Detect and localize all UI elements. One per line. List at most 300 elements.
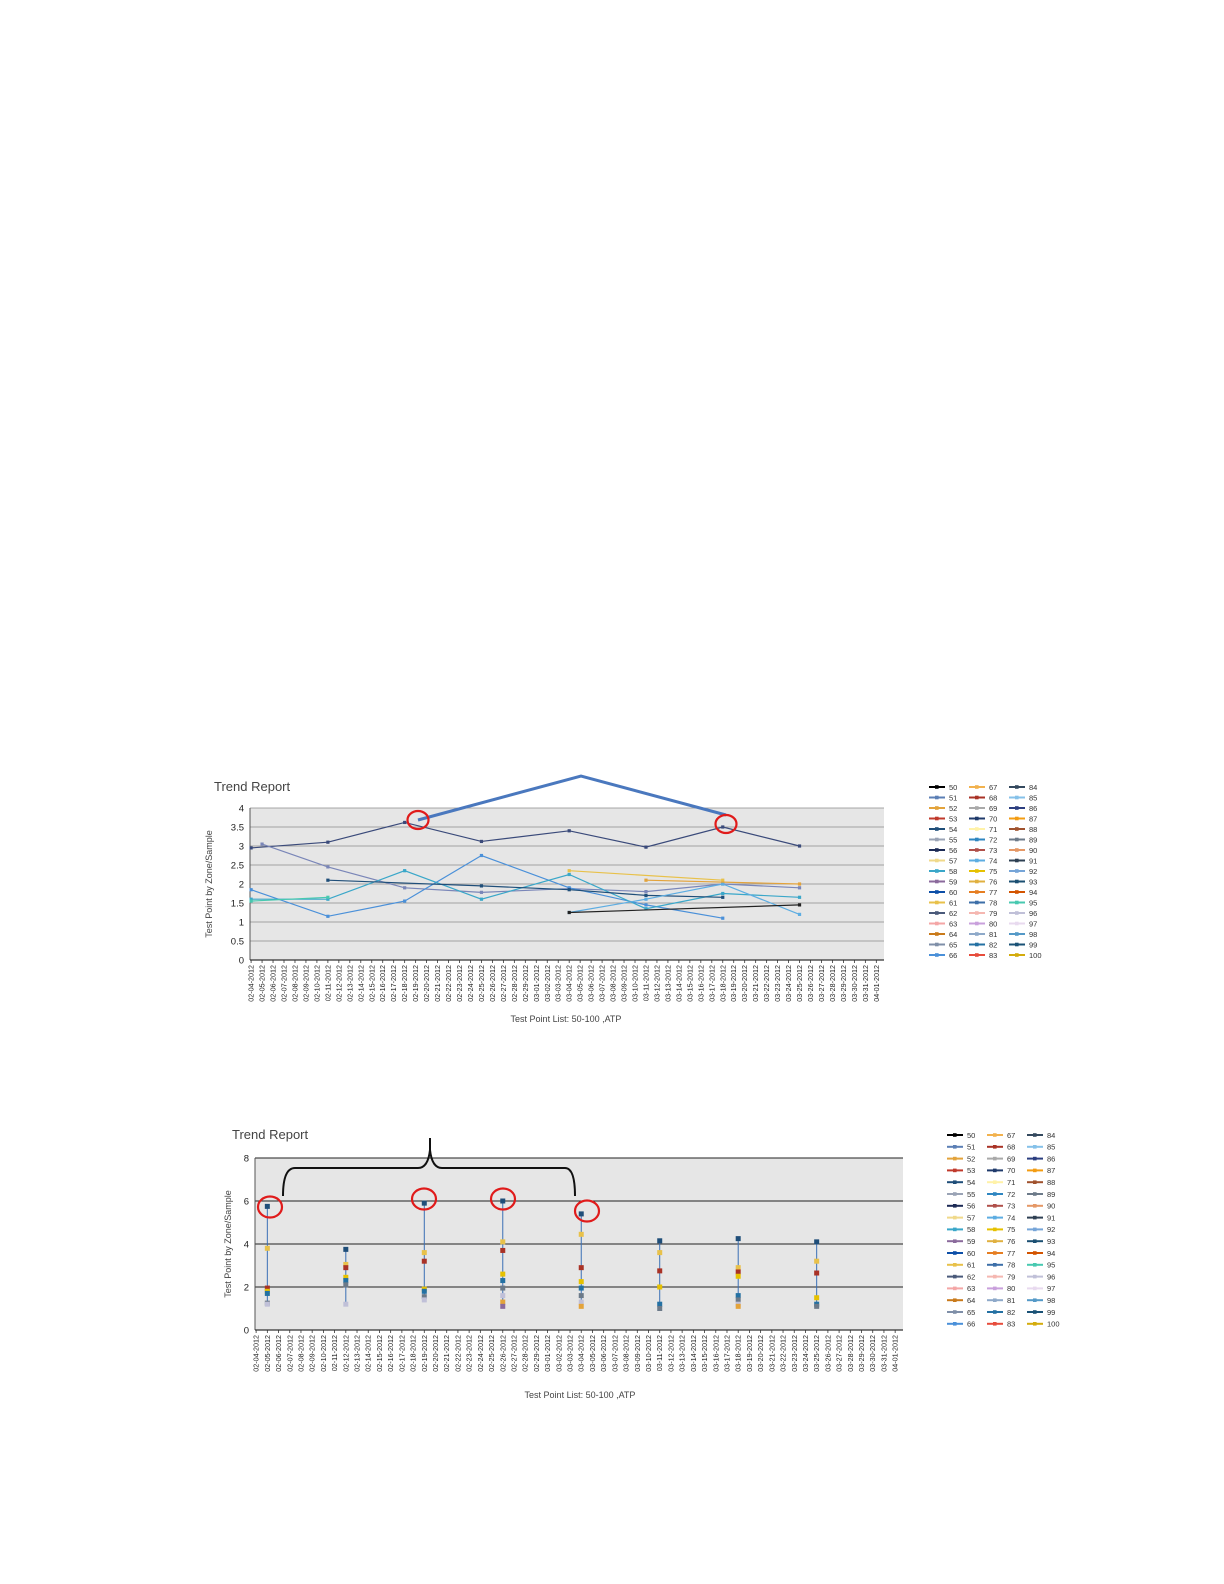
data-point [500,1239,505,1244]
legend-marker [993,1145,997,1149]
legend-marker [975,869,979,873]
x-tick-label: 03-11-2012 [655,1335,665,1372]
y-axis-label: Test Point by Zone/Sample [223,1190,233,1298]
x-tick-label: 02-07-2012 [285,1335,295,1372]
legend-marker [993,1216,997,1220]
legend-marker [1015,953,1019,957]
legend-label: 79 [1007,1272,1016,1282]
legend-marker [1033,1192,1037,1196]
legend-marker [1015,859,1019,863]
x-tick-label: 02-20-2012 [430,1335,440,1372]
x-axis-label: Test Point List: 50-100 ,ATP [510,1014,622,1024]
data-point [500,1199,505,1204]
x-tick-label: 03-27-2012 [816,965,826,1002]
legend-label: 53 [949,814,958,824]
legend-label: 80 [1007,1284,1016,1294]
x-tick-label: 03-05-2012 [575,965,585,1002]
x-tick-label: 03-31-2012 [860,965,870,1002]
legend-marker [1033,1322,1037,1326]
x-tick-label: 02-10-2012 [312,965,322,1002]
x-tick-label: 03-13-2012 [663,965,673,1002]
legend-marker [953,1169,957,1173]
legend-marker [993,1133,997,1137]
legend-marker [953,1157,957,1161]
legend-marker [975,848,979,852]
data-point [260,843,263,846]
legend-label: 62 [967,1272,976,1282]
data-point [480,884,483,887]
data-point [579,1304,584,1309]
legend-marker [1015,869,1019,873]
x-tick-label: 02-25-2012 [487,1335,497,1372]
x-tick-label: 03-12-2012 [666,1335,676,1372]
data-point [644,898,647,901]
legend-label: 68 [1007,1142,1016,1152]
x-tick-label: 03-12-2012 [652,965,662,1002]
data-point [326,841,329,844]
x-tick-label: 03-23-2012 [789,1335,799,1372]
x-tick-label: 02-28-2012 [509,965,519,1002]
legend-marker [1015,943,1019,947]
legend-label: 59 [967,1237,976,1246]
data-point [422,1297,427,1302]
legend-marker [1015,817,1019,821]
x-tick-label: 04-01-2012 [890,1335,900,1372]
trend-chart-scatter [223,1127,1060,1400]
legend-marker [1033,1298,1037,1302]
x-tick-label: 02-15-2012 [367,965,377,1002]
x-tick-label: 03-23-2012 [773,965,783,1002]
legend-marker [1033,1180,1037,1184]
legend-marker [975,838,979,842]
legend-label: 89 [1047,1189,1056,1199]
x-tick-label: 02-14-2012 [363,1335,373,1372]
x-tick-label: 02-23-2012 [464,1335,474,1372]
x-tick-label: 03-02-2012 [554,1335,564,1372]
legend-marker [1015,922,1019,926]
legend-label: 58 [967,1225,976,1235]
data-point [814,1239,819,1244]
legend-label: 66 [967,1319,976,1329]
data-point [343,1282,348,1287]
x-tick-label: 02-23-2012 [455,965,465,1002]
data-point [798,844,801,847]
legend-label: 64 [967,1296,976,1305]
x-tick-label: 02-14-2012 [356,965,366,1002]
legend-label: 57 [949,856,958,866]
legend-label: 72 [1007,1189,1016,1199]
legend-label: 83 [989,950,998,960]
data-point [403,900,406,903]
legend-marker [975,890,979,894]
data-point [814,1259,819,1264]
x-tick-label: 03-16-2012 [711,1335,721,1372]
legend-marker [1033,1145,1037,1149]
x-tick-label: 03-09-2012 [619,965,629,1002]
x-tick-label: 03-08-2012 [608,965,618,1002]
legend-label: 58 [949,866,958,876]
legend-marker [935,827,939,831]
x-tick-label: 02-12-2012 [341,1335,351,1372]
legend-marker [993,1322,997,1326]
y-tick-label: 0.5 [230,936,244,948]
x-tick-label: 02-08-2012 [296,1335,306,1372]
x-tick-label: 02-24-2012 [465,965,475,1002]
x-tick-label: 03-21-2012 [751,965,761,1002]
data-point [568,888,571,891]
x-tick-label: 02-15-2012 [374,1335,384,1372]
x-tick-label: 02-22-2012 [444,965,454,1002]
x-tick-label: 03-01-2012 [543,1335,553,1372]
data-point [568,911,571,914]
legend-label: 81 [989,929,998,939]
x-tick-label: 03-26-2012 [806,965,816,1002]
data-point [721,825,724,828]
legend-label: 88 [1029,824,1038,834]
y-axis-label: Test Point by Zone/Sample [204,830,214,938]
legend-label: 98 [1029,929,1038,939]
y-tick-label: 2 [243,1282,249,1294]
legend-marker [993,1275,997,1279]
x-tick-label: 02-27-2012 [509,1335,519,1372]
data-point [480,898,483,901]
legend-label: 84 [1047,1130,1056,1140]
legend-marker [975,827,979,831]
data-point [500,1278,505,1283]
legend-marker [935,880,939,884]
legend-marker [935,932,939,936]
y-tick-label: 8 [243,1153,249,1165]
legend-label: 93 [1029,877,1038,887]
x-tick-label: 03-06-2012 [599,1335,609,1372]
x-tick-label: 03-19-2012 [744,1335,754,1372]
legend-marker [1033,1310,1037,1314]
legend-label: 94 [1029,887,1038,897]
x-tick-label: 03-14-2012 [674,965,684,1002]
data-point [657,1285,662,1290]
data-point [403,821,406,824]
chart-title: Trend Report [214,779,291,794]
legend-marker [953,1239,957,1243]
data-point [568,869,571,872]
legend-marker [975,932,979,936]
x-tick-label: 02-04-2012 [251,1335,261,1372]
legend-marker [935,848,939,852]
y-tick-label: 2 [238,879,244,891]
x-tick-label: 03-20-2012 [740,965,750,1002]
legend-marker [935,869,939,873]
data-point [249,846,252,849]
data-point [657,1268,662,1273]
legend-marker [993,1204,997,1208]
legend-marker [1033,1204,1037,1208]
legend-marker [953,1180,957,1184]
y-tick-label: 4 [238,803,244,815]
data-point [265,1246,270,1251]
x-tick-label: 03-07-2012 [597,965,607,1002]
legend-marker [953,1322,957,1326]
x-tick-label: 03-17-2012 [722,1335,732,1372]
legend-marker [953,1228,957,1232]
data-point [736,1265,741,1270]
legend-marker [975,922,979,926]
legend-marker [1033,1287,1037,1291]
legend-label: 90 [1047,1201,1056,1211]
x-tick-label: 03-02-2012 [542,965,552,1002]
x-tick-label: 03-20-2012 [756,1335,766,1372]
legend-label: 70 [1007,1166,1016,1176]
x-tick-label: 02-10-2012 [318,1335,328,1372]
legend-marker [1015,838,1019,842]
y-tick-label: 0 [238,955,244,967]
legend-label: 75 [1007,1225,1016,1235]
data-point [480,854,483,857]
data-point [326,915,329,918]
legend-marker [953,1251,957,1255]
data-point [326,879,329,882]
legend-marker [935,796,939,800]
legend-marker [1033,1169,1037,1173]
legend-marker [1033,1228,1037,1232]
legend-label: 56 [949,845,958,855]
legend-label: 65 [949,940,958,950]
legend-label: 85 [1029,793,1038,803]
data-point [644,894,647,897]
legend-label: 68 [989,793,998,803]
legend-marker [1033,1239,1037,1243]
x-axis-label: Test Point List: 50-100 ,ATP [524,1390,636,1400]
y-tick-label: 0 [243,1325,249,1337]
x-tick-label: 03-08-2012 [621,1335,631,1372]
x-tick-label: 03-24-2012 [784,965,794,1002]
legend-marker [1033,1251,1037,1255]
legend-label: 52 [967,1154,976,1164]
x-tick-label: 02-05-2012 [262,1335,272,1372]
legend-marker [935,859,939,863]
legend-marker [1033,1216,1037,1220]
legend-marker [953,1145,957,1149]
data-point [265,1302,270,1307]
legend-marker [975,911,979,915]
data-point [568,829,571,832]
x-tick-label: 03-18-2012 [733,1335,743,1372]
legend-label: 95 [1047,1260,1056,1270]
legend-marker [953,1298,957,1302]
legend-label: 98 [1047,1296,1056,1305]
legend-marker [993,1263,997,1267]
legend-marker [975,785,979,789]
legend-marker [1015,901,1019,905]
legend-marker [953,1204,957,1208]
x-tick-label: 03-25-2012 [812,1335,822,1372]
legend-marker [953,1133,957,1137]
x-tick-label: 03-27-2012 [834,1335,844,1372]
data-point [721,917,724,920]
legend-label: 51 [949,793,958,803]
legend-label: 78 [1007,1260,1016,1270]
legend-label: 60 [967,1248,976,1258]
data-point [814,1271,819,1276]
data-point [343,1265,348,1270]
x-tick-label: 03-04-2012 [576,1335,586,1372]
legend [947,1131,1060,1329]
legend-label: 80 [989,919,998,929]
data-point [500,1272,505,1277]
legend-label: 82 [1007,1307,1016,1317]
data-point [721,896,724,899]
legend-marker [993,1157,997,1161]
legend-label: 50 [967,1130,976,1140]
x-tick-label: 02-11-2012 [323,965,333,1002]
data-point [644,846,647,849]
legend-marker [975,796,979,800]
data-point [500,1248,505,1253]
x-tick-label: 02-06-2012 [268,965,278,1002]
legend-marker [935,838,939,842]
x-tick-label: 03-14-2012 [688,1335,698,1372]
legend-label: 85 [1047,1142,1056,1152]
data-point [736,1236,741,1241]
legend-label: 60 [949,887,958,897]
legend-label: 75 [989,866,998,876]
x-tick-label: 02-11-2012 [330,1335,340,1372]
data-point [798,886,801,889]
x-tick-label: 03-28-2012 [827,965,837,1002]
data-point [403,886,406,889]
data-point [644,890,647,893]
legend-marker [1015,796,1019,800]
x-tick-label: 02-17-2012 [389,965,399,1002]
x-tick-label: 03-22-2012 [778,1335,788,1372]
x-tick-label: 03-29-2012 [838,965,848,1002]
legend-label: 55 [967,1189,976,1199]
legend-label: 57 [967,1213,976,1223]
x-tick-label: 03-09-2012 [632,1335,642,1372]
x-tick-label: 03-15-2012 [700,1335,710,1372]
legend-label: 76 [1007,1237,1016,1246]
legend-label: 99 [1047,1307,1056,1317]
data-point [644,879,647,882]
legend-marker [953,1310,957,1314]
data-point [500,1286,505,1291]
legend-marker [935,901,939,905]
data-point [343,1278,348,1283]
x-tick-label: 02-18-2012 [400,965,410,1002]
x-tick-label: 03-24-2012 [800,1335,810,1372]
legend-label: 97 [1047,1284,1056,1294]
x-tick-label: 02-17-2012 [397,1335,407,1372]
data-point [343,1302,348,1307]
x-tick-label: 03-26-2012 [823,1335,833,1372]
x-tick-label: 02-26-2012 [498,1335,508,1372]
legend-label: 83 [1007,1319,1016,1329]
x-tick-label: 02-26-2012 [487,965,497,1002]
legend-label: 61 [967,1260,976,1270]
legend-label: 93 [1047,1237,1056,1246]
x-tick-label: 02-16-2012 [378,965,388,1002]
x-tick-label: 03-29-2012 [857,1335,867,1372]
x-tick-label: 02-19-2012 [411,965,421,1002]
data-point [579,1293,584,1298]
legend-marker [935,943,939,947]
legend-label: 79 [989,908,998,918]
x-tick-label: 02-16-2012 [386,1335,396,1372]
legend-label: 96 [1047,1272,1056,1282]
legend-label: 52 [949,803,958,813]
legend-label: 78 [989,898,998,908]
legend-marker [935,817,939,821]
legend-label: 74 [989,856,998,866]
legend-label: 59 [949,877,958,887]
data-point [721,879,724,882]
data-point [480,891,483,894]
data-point [403,869,406,872]
legend-label: 74 [1007,1213,1016,1223]
data-point [326,865,329,868]
legend-label: 63 [967,1284,976,1294]
y-tick-label: 3 [238,841,244,853]
legend-marker [1015,785,1019,789]
y-tick-label: 1 [238,917,244,929]
legend-label: 91 [1029,856,1038,866]
x-tick-label: 02-24-2012 [475,1335,485,1372]
legend-label: 81 [1007,1296,1016,1305]
legend-label: 61 [949,898,958,908]
x-tick-label: 03-04-2012 [564,965,574,1002]
legend-label: 69 [989,803,998,813]
legend-label: 91 [1047,1213,1056,1223]
data-point [249,888,252,891]
legend-marker [993,1180,997,1184]
legend-marker [953,1263,957,1267]
data-point [343,1247,348,1252]
legend-label: 63 [949,919,958,929]
x-tick-label: 02-09-2012 [301,965,311,1002]
x-tick-label: 02-04-2012 [246,965,256,1002]
legend-label: 66 [949,950,958,960]
legend-label: 51 [967,1142,976,1152]
legend-marker [935,785,939,789]
x-tick-label: 02-13-2012 [345,965,355,1002]
x-tick-label: 03-03-2012 [565,1335,575,1372]
data-point [657,1302,662,1307]
data-point [644,903,647,906]
legend-label: 67 [989,782,998,792]
x-tick-label: 02-09-2012 [307,1335,317,1372]
legend-marker [1015,806,1019,810]
legend-label: 72 [989,835,998,845]
legend-label: 71 [989,824,998,834]
y-tick-label: 1.5 [230,898,244,910]
legend-label: 86 [1029,803,1038,813]
data-point [422,1259,427,1264]
legend-label: 100 [1047,1319,1060,1329]
y-tick-label: 6 [243,1196,249,1208]
x-tick-label: 03-17-2012 [707,965,717,1002]
legend-marker [993,1239,997,1243]
data-point [579,1211,584,1216]
data-point [579,1300,584,1305]
legend-label: 96 [1029,908,1038,918]
legend-label: 94 [1047,1248,1056,1258]
legend-marker [1015,880,1019,884]
x-tick-label: 03-01-2012 [531,965,541,1002]
legend-label: 87 [1047,1166,1056,1176]
x-tick-label: 03-13-2012 [677,1335,687,1372]
x-tick-label: 02-27-2012 [498,965,508,1002]
data-point [265,1291,270,1296]
legend-marker [975,880,979,884]
